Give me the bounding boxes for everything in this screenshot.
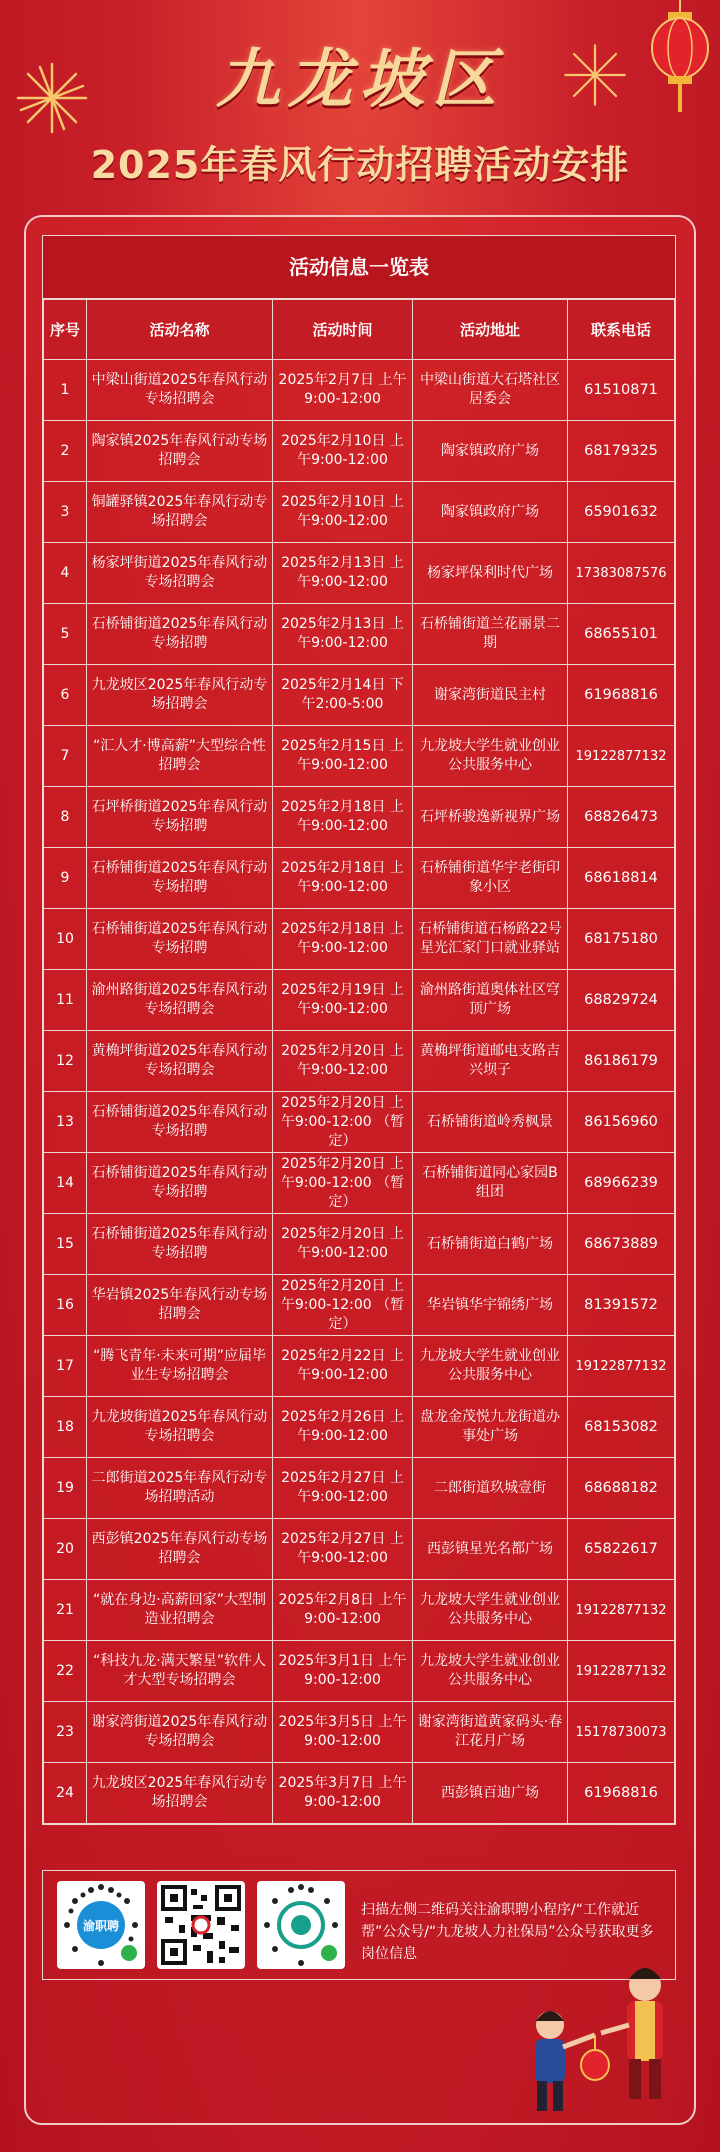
table-row xyxy=(44,1153,675,1214)
header xyxy=(0,0,720,210)
table-row xyxy=(44,482,675,543)
cell-no: 3 xyxy=(44,482,87,543)
cell-name: 华岩镇2025年春风行动专场招聘会 xyxy=(87,1275,273,1336)
schedule-table xyxy=(42,235,676,1825)
cell-name: 九龙坡区2025年春风行动专场招聘会 xyxy=(87,665,273,726)
cell-time: 2025年2月22日 上午9:00-12:00 xyxy=(273,1336,413,1397)
cell-no: 9 xyxy=(44,848,87,909)
cell-name: 石桥铺街道2025年春风行动专场招聘 xyxy=(87,848,273,909)
cell-time: 2025年2月18日 上午9:00-12:00 xyxy=(273,787,413,848)
cell-name: 石桥铺街道2025年春风行动专场招聘 xyxy=(87,1153,273,1214)
cell-no: 11 xyxy=(44,970,87,1031)
cell-time: 2025年2月7日 上午9:00-12:00 xyxy=(273,360,413,421)
cell-time: 2025年2月8日 上午9:00-12:00 xyxy=(273,1580,413,1641)
cell-address: 石桥铺街道兰花丽景二期 xyxy=(413,604,568,665)
table-row xyxy=(44,970,675,1031)
cell-address: 石桥铺街道岭秀枫景 xyxy=(413,1092,568,1153)
cell-phone: 19122877132 xyxy=(568,1336,675,1397)
cell-phone: 68826473 xyxy=(568,787,675,848)
cell-name: 石桥铺街道2025年春风行动专场招聘 xyxy=(87,1092,273,1153)
cell-phone: 81391572 xyxy=(568,1275,675,1336)
cell-name: “汇人才·博高薪”大型综合性招聘会 xyxy=(87,726,273,787)
cell-time: 2025年2月15日 上午9:00-12:00 xyxy=(273,726,413,787)
cell-time: 2025年2月10日 上午9:00-12:00 xyxy=(273,421,413,482)
cell-time: 2025年2月20日 上午9:00-12:00 （暂定） xyxy=(273,1153,413,1214)
table-caption: 活动信息一览表 xyxy=(43,236,675,299)
cell-address: 渝州路街道奥体社区穹顶广场 xyxy=(413,970,568,1031)
table-row xyxy=(44,1763,675,1824)
cell-phone: 19122877132 xyxy=(568,1641,675,1702)
cell-name: 石桥铺街道2025年春风行动专场招聘 xyxy=(87,604,273,665)
cell-no: 2 xyxy=(44,421,87,482)
cell-phone: 61510871 xyxy=(568,360,675,421)
cell-time: 2025年2月26日 上午9:00-12:00 xyxy=(273,1397,413,1458)
cell-no: 16 xyxy=(44,1275,87,1336)
cell-phone: 61968816 xyxy=(568,1763,675,1824)
cell-time: 2025年3月1日 上午9:00-12:00 xyxy=(273,1641,413,1702)
qr-code-official-account[interactable] xyxy=(157,1881,245,1969)
cell-phone: 68153082 xyxy=(568,1397,675,1458)
cell-no: 12 xyxy=(44,1031,87,1092)
cell-time: 2025年2月20日 上午9:00-12:00 （暂定） xyxy=(273,1092,413,1153)
table-row xyxy=(44,1580,675,1641)
cell-address: 二郎街道玖城壹街 xyxy=(413,1458,568,1519)
cell-address: 杨家坪保利时代广场 xyxy=(413,543,568,604)
cell-phone: 68688182 xyxy=(568,1458,675,1519)
schedule-grid xyxy=(43,299,675,1824)
cell-no: 17 xyxy=(44,1336,87,1397)
table-row xyxy=(44,1519,675,1580)
cell-address: 西彭镇百迪广场 xyxy=(413,1763,568,1824)
children-lantern-illustration xyxy=(495,1955,685,2125)
cell-address: 石桥铺街道白鹤广场 xyxy=(413,1214,568,1275)
cell-phone: 86186179 xyxy=(568,1031,675,1092)
cell-address: 石桥铺街道华宇老街印象小区 xyxy=(413,848,568,909)
table-row xyxy=(44,909,675,970)
column-header-name: 活动名称 xyxy=(87,300,273,360)
column-header-time: 活动时间 xyxy=(273,300,413,360)
table-row xyxy=(44,1275,675,1336)
cell-no: 15 xyxy=(44,1214,87,1275)
table-header-row xyxy=(44,300,675,360)
qr-hr-bureau-icon xyxy=(257,1881,345,1969)
cell-no: 10 xyxy=(44,909,87,970)
cell-no: 5 xyxy=(44,604,87,665)
table-row xyxy=(44,787,675,848)
cell-no: 24 xyxy=(44,1763,87,1824)
qr-label: 渝职聘 xyxy=(82,1919,120,1933)
column-header-address: 活动地址 xyxy=(413,300,568,360)
cell-name: 渝州路街道2025年春风行动专场招聘会 xyxy=(87,970,273,1031)
cell-address: 盘龙金茂悦九龙街道办事处广场 xyxy=(413,1397,568,1458)
cell-address: 陶家镇政府广场 xyxy=(413,421,568,482)
table-row xyxy=(44,1702,675,1763)
cell-time: 2025年2月10日 上午9:00-12:00 xyxy=(273,482,413,543)
cell-no: 18 xyxy=(44,1397,87,1458)
cell-phone: 15178730073 xyxy=(568,1702,675,1763)
cell-address: 九龙坡大学生就业创业公共服务中心 xyxy=(413,1580,568,1641)
cell-name: 石桥铺街道2025年春风行动专场招聘 xyxy=(87,1214,273,1275)
table-row xyxy=(44,1336,675,1397)
cell-no: 20 xyxy=(44,1519,87,1580)
cell-address: 石桥铺街道同心家园B组团 xyxy=(413,1153,568,1214)
cell-phone: 68179325 xyxy=(568,421,675,482)
cell-phone: 68175180 xyxy=(568,909,675,970)
cell-no: 4 xyxy=(44,543,87,604)
cell-no: 14 xyxy=(44,1153,87,1214)
cell-phone: 86156960 xyxy=(568,1092,675,1153)
cell-phone: 19122877132 xyxy=(568,726,675,787)
cell-no: 21 xyxy=(44,1580,87,1641)
cell-address: 石桥铺街道石杨路22号星光汇家门口就业驿站 xyxy=(413,909,568,970)
table-row xyxy=(44,848,675,909)
table-row xyxy=(44,1214,675,1275)
cell-time: 2025年2月19日 上午9:00-12:00 xyxy=(273,970,413,1031)
cell-time: 2025年2月20日 上午9:00-12:00 xyxy=(273,1031,413,1092)
cell-time: 2025年2月13日 上午9:00-12:00 xyxy=(273,604,413,665)
cell-address: 九龙坡大学生就业创业公共服务中心 xyxy=(413,726,568,787)
cell-no: 19 xyxy=(44,1458,87,1519)
cell-address: 石坪桥骏逸新视界广场 xyxy=(413,787,568,848)
cell-no: 1 xyxy=(44,360,87,421)
cell-address: 谢家湾街道黄家码头·春江花月广场 xyxy=(413,1702,568,1763)
cell-no: 22 xyxy=(44,1641,87,1702)
cell-name: 铜罐驿镇2025年春风行动专场招聘会 xyxy=(87,482,273,543)
cell-address: 谢家湾街道民主村 xyxy=(413,665,568,726)
cell-name: 石桥铺街道2025年春风行动专场招聘 xyxy=(87,909,273,970)
cell-address: 黄桷坪街道邮电支路吉兴坝子 xyxy=(413,1031,568,1092)
cell-address: 九龙坡大学生就业创业公共服务中心 xyxy=(413,1641,568,1702)
cell-phone: 68673889 xyxy=(568,1214,675,1275)
qr-code-miniprogram[interactable] xyxy=(57,1881,145,1969)
column-header-no: 序号 xyxy=(44,300,87,360)
qr-instructions: 扫描左侧二维码关注渝职聘小程序/“工作就近帮”公众号/“九龙坡人力社保局”公众号获取更多岗位信息 xyxy=(361,1902,654,1962)
cell-name: 黄桷坪街道2025年春风行动专场招聘会 xyxy=(87,1031,273,1092)
cell-time: 2025年2月13日 上午9:00-12:00 xyxy=(273,543,413,604)
cell-name: 九龙坡区2025年春风行动专场招聘会 xyxy=(87,1763,273,1824)
cell-name: 中梁山街道2025年春风行动专场招聘会 xyxy=(87,360,273,421)
cell-time: 2025年3月5日 上午9:00-12:00 xyxy=(273,1702,413,1763)
cell-address: 陶家镇政府广场 xyxy=(413,482,568,543)
cell-name: 石坪桥街道2025年春风行动专场招聘 xyxy=(87,787,273,848)
cell-time: 2025年2月20日 上午9:00-12:00 （暂定） xyxy=(273,1275,413,1336)
cell-name: 谢家湾街道2025年春风行动专场招聘会 xyxy=(87,1702,273,1763)
cell-address: 西彭镇星光名都广场 xyxy=(413,1519,568,1580)
cell-no: 7 xyxy=(44,726,87,787)
cell-phone: 17383087576 xyxy=(568,543,675,604)
cell-phone: 68618814 xyxy=(568,848,675,909)
cell-time: 2025年3月7日 上午9:00-12:00 xyxy=(273,1763,413,1824)
cell-time: 2025年2月20日 上午9:00-12:00 xyxy=(273,1214,413,1275)
cell-phone: 65901632 xyxy=(568,482,675,543)
cell-name: “就在身边·高薪回家”大型制造业招聘会 xyxy=(87,1580,273,1641)
cell-address: 九龙坡大学生就业创业公共服务中心 xyxy=(413,1336,568,1397)
cell-no: 6 xyxy=(44,665,87,726)
cell-address: 华岩镇华宇锦绣广场 xyxy=(413,1275,568,1336)
table-row xyxy=(44,665,675,726)
page-title: 九龙坡区 xyxy=(216,42,504,117)
cell-name: 陶家镇2025年春风行动专场招聘会 xyxy=(87,421,273,482)
cell-phone: 19122877132 xyxy=(568,1580,675,1641)
qr-official-account-icon xyxy=(157,1881,245,1969)
cell-phone: 68655101 xyxy=(568,604,675,665)
cell-time: 2025年2月18日 上午9:00-12:00 xyxy=(273,848,413,909)
table-row xyxy=(44,1641,675,1702)
qr-miniprogram-icon xyxy=(57,1881,145,1969)
cell-phone: 68966239 xyxy=(568,1153,675,1214)
table-row xyxy=(44,604,675,665)
cell-no: 23 xyxy=(44,1702,87,1763)
table-row xyxy=(44,1092,675,1153)
cell-time: 2025年2月27日 上午9:00-12:00 xyxy=(273,1519,413,1580)
page-subtitle: 2025年春风行动招聘活动安排 xyxy=(90,143,630,187)
table-row xyxy=(44,360,675,421)
table-row xyxy=(44,1397,675,1458)
cell-time: 2025年2月18日 上午9:00-12:00 xyxy=(273,909,413,970)
table-row xyxy=(44,1458,675,1519)
cell-name: “腾飞青年·未来可期”应届毕业生专场招聘会 xyxy=(87,1336,273,1397)
table-row xyxy=(44,543,675,604)
table-row xyxy=(44,1031,675,1092)
cell-name: 杨家坪街道2025年春风行动专场招聘会 xyxy=(87,543,273,604)
cell-no: 13 xyxy=(44,1092,87,1153)
cell-no: 8 xyxy=(44,787,87,848)
cell-phone: 61968816 xyxy=(568,665,675,726)
qr-code-hr-bureau[interactable] xyxy=(257,1881,345,1969)
table-row xyxy=(44,421,675,482)
cell-name: “科技九龙·满天繁星”软件人才大型专场招聘会 xyxy=(87,1641,273,1702)
cell-name: 西彭镇2025年春风行动专场招聘会 xyxy=(87,1519,273,1580)
cell-phone: 65822617 xyxy=(568,1519,675,1580)
column-header-phone: 联系电话 xyxy=(568,300,675,360)
cell-address: 中梁山街道大石塔社区居委会 xyxy=(413,360,568,421)
table-row xyxy=(44,726,675,787)
cell-phone: 68829724 xyxy=(568,970,675,1031)
cell-time: 2025年2月27日 上午9:00-12:00 xyxy=(273,1458,413,1519)
cell-name: 二郎街道2025年春风行动专场招聘活动 xyxy=(87,1458,273,1519)
cell-name: 九龙坡街道2025年春风行动专场招聘会 xyxy=(87,1397,273,1458)
cell-time: 2025年2月14日 下午2:00-5:00 xyxy=(273,665,413,726)
